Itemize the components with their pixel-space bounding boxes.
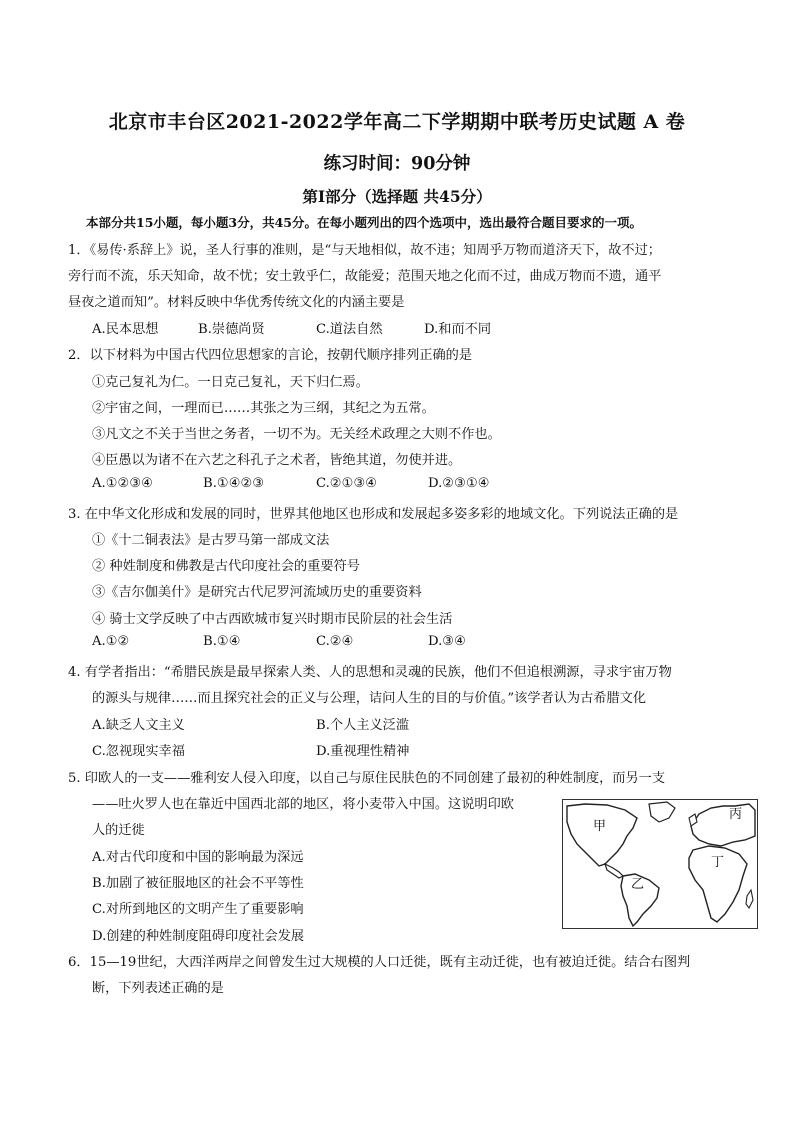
question-4-option-c: C.忽视现实幸福	[92, 744, 185, 759]
section-instructions: 本部分共15小题，每小题3分，共45分。在每小题列出的四个选项中，选出最符合题目要求的一项。	[86, 215, 642, 230]
question-5-option-d: D.创建的种姓制度阻碍印度社会发展	[92, 929, 305, 944]
question-3-option-c: C.②④	[316, 634, 354, 649]
atlantic-map-figure	[562, 799, 758, 929]
question-3-item-2: ② 种姓制度和佛教是古代印度社会的重要符号	[92, 559, 360, 574]
central-america-shape	[605, 864, 623, 878]
question-4-option-d: D.重视理性精神	[316, 744, 410, 759]
question-3-item-3: ③《吉尔伽美什》是研究古代尼罗河流域历史的重要资料	[92, 585, 422, 600]
section-heading: 第Ⅰ部分（选择题 共45分）	[302, 187, 492, 206]
question-2-item-2: ②宇宙之间，一理而已……其张之为三纲，其纪之为五常。	[92, 401, 435, 416]
question-1-option-c: C.道法自然	[316, 322, 383, 337]
question-3-stem: 3. 在中华文化形成和发展的同时，世界其他地区也形成和发展起多姿多彩的地域文化。下列说法正确的是	[68, 507, 679, 522]
question-5-line-3: 人的迁徙	[92, 823, 145, 838]
question-1-option-a: A.民本思想	[92, 322, 159, 337]
question-4-option-b: B.个人主义泛滥	[316, 718, 410, 733]
map-label-ding: 丁	[711, 855, 725, 870]
question-4-option-a: A.缺乏人文主义	[92, 718, 185, 733]
question-2-stem: 2．以下材料为中国古代四位思想家的言论，按朝代顺序排列正确的是	[68, 348, 473, 363]
question-4-line-2: 的源头与规律……而且探究社会的正义与公理，诘问人生的目的与价值。”该学者认为古希腊文化	[92, 691, 647, 706]
question-5-option-b: B.加剧了被征服地区的社会不平等性	[92, 876, 304, 891]
question-2-option-d: D.②③①④	[428, 476, 490, 491]
map-label-jia: 甲	[593, 819, 607, 834]
map-label-yi: 乙	[631, 877, 645, 892]
atlantic-map-svg	[563, 800, 757, 928]
question-1-line-2: 旁行而不流，乐天知命，故不忧；安土敦乎仁，故能爱；范围天地之化而不过，曲成万物而不遗，通平	[68, 269, 662, 284]
question-4-line-1: 4. 有学者指出：“希腊民族是最早探索人类、人的思想和灵魂的民族，他们不但追根溯源，寻求宇宙万物	[68, 665, 672, 680]
madagascar-shape	[746, 890, 753, 908]
question-2-option-a: A.①②③④	[92, 476, 154, 491]
question-2-item-4: ④臣愚以为诸不在六艺之科孔子之术者，皆绝其道，勿使并进。	[92, 453, 462, 468]
question-3-item-4: ④ 骑士文学反映了中古西欧城市复兴时期市民阶层的社会生活	[92, 612, 453, 627]
question-1-line-1: 1．《易传·系辞上》说，圣人行事的准则，是“与天地相似，故不违；知周乎万物而道济天下，故不过；	[68, 243, 661, 258]
question-3-option-b: B.①④	[203, 634, 241, 649]
north-america-shape	[567, 804, 637, 866]
map-label-bing: 丙	[729, 807, 743, 822]
question-3-item-1: ①《十二铜表法》是古罗马第一部成文法	[92, 533, 330, 548]
page-title: 北京市丰台区2021-2022学年高二下学期期中联考历史试题 A 卷	[108, 111, 686, 133]
question-5-line-2: ——吐火罗人也在靠近中国西北部的地区，将小麦带入中国。这说明印欧	[92, 797, 514, 812]
question-2-item-1: ①克己复礼为仁。一日克己复礼，天下归仁焉。	[92, 375, 369, 390]
question-6-line-1: 6．15—19世纪，大西洋两岸之间曾发生过大规模的人口迁徙，既有主动迁徙，也有被迫迁徙。结合右图判	[68, 955, 691, 970]
question-2-option-b: B.①④②③	[203, 476, 265, 491]
europe-shape	[691, 804, 755, 846]
question-3-option-d: D.③④	[428, 634, 466, 649]
question-5-line-1: 5. 印欧人的一支——雅利安人侵入印度，以自己与原住民肤色的不同创建了最初的种姓制度，而另一支	[68, 771, 666, 786]
question-1-line-3: 昼夜之道而知”。材料反映中华优秀传统文化的内涵主要是	[68, 295, 405, 310]
exam-time: 练习时间：90分钟	[323, 154, 471, 174]
question-5-option-c: C.对所到地区的文明产生了重要影响	[92, 902, 304, 917]
greenland-shape	[649, 802, 675, 822]
question-6-line-2: 断，下列表述正确的是	[92, 981, 224, 996]
question-1-option-b: B.崇德尚贤	[198, 322, 265, 337]
question-1-option-d: D.和而不同	[424, 322, 492, 337]
question-2-item-3: ③凡文之不关于当世之务者，一切不为。无关经术政理之大则不作也。	[92, 427, 501, 442]
question-2-option-c: C.②①③④	[316, 476, 378, 491]
question-5-option-a: A.对古代印度和中国的影响最为深远	[92, 850, 304, 865]
question-3-option-a: A.①②	[92, 634, 130, 649]
